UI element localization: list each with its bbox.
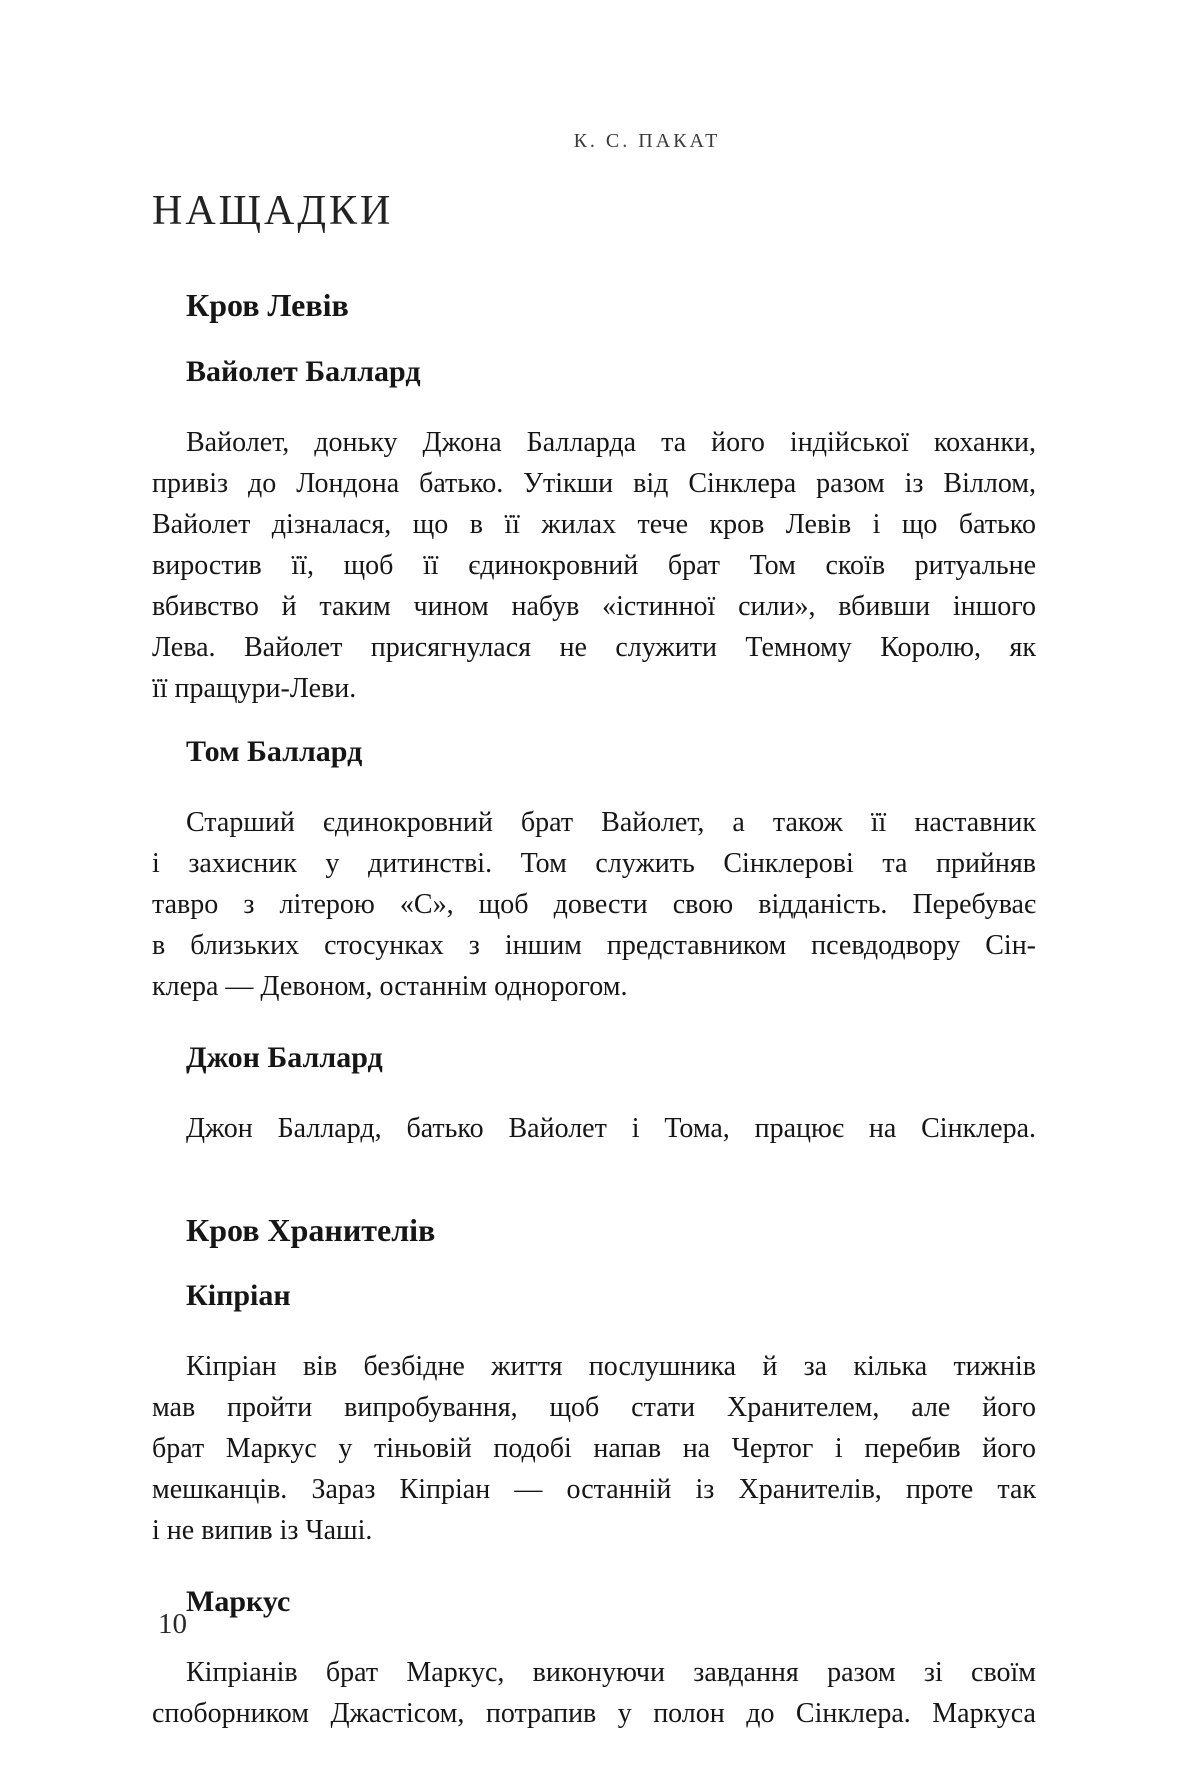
- text-line: Вайолет, доньку Джона Балларда та його індійської коханки,: [186, 426, 1036, 458]
- text-line: привіз до Лондона батько. Утікши від Сінклера разом із Віллом,: [152, 467, 1036, 499]
- text-line: тавро з літерою «С», щоб довести свою відданість. Перебуває: [152, 888, 1036, 920]
- section-lion-blood: [152, 285, 1036, 1149]
- text-line: мешканців. Зараз Кіпріан — останній із Хранителів, проте так: [152, 1474, 1036, 1506]
- text-line: її пращури-Леви.: [152, 672, 357, 704]
- text-line: мав пройти випробування, щоб стати Хранителем, але його: [152, 1392, 1036, 1424]
- entry-paragraph: [152, 1108, 1036, 1149]
- text-line: вбивство й таким чином набув «істинної сили», вбивши іншого: [152, 590, 1036, 622]
- text-line: Вайолет дізналася, що в її жилах тече кров Левів і що батько: [152, 508, 1036, 540]
- text-line: виростив її, щоб її єдинокровний брат Том скоїв ритуальне: [152, 549, 1036, 581]
- entry-name: Кіпріан: [186, 1279, 291, 1313]
- entry-paragraph: [152, 1652, 1036, 1734]
- running-head-author: К. С. ПАКАТ: [573, 130, 721, 152]
- text-line: і захисник у дитинстві. Том служить Сінклерові та прийняв: [152, 847, 1036, 879]
- text-line: Кіпріан вів безбідне життя послушника й за кілька тижнів: [186, 1351, 1036, 1383]
- text-line: Старший єдинокровний брат Вайолет, а також її наставник: [186, 806, 1036, 838]
- entry-name: Маркус: [186, 1585, 291, 1619]
- text-line: Кіпріанів брат Маркус, виконуючи завдання разом зі своїм: [186, 1657, 1036, 1689]
- entry-paragraph: [152, 1346, 1036, 1551]
- entry-name: Том Баллард: [186, 734, 363, 768]
- page-number: 10: [158, 1608, 187, 1640]
- entry-name: Вайолет Баллард: [186, 354, 421, 388]
- section-heading: Кров Хранителів: [186, 1211, 436, 1248]
- text-line: Джон Баллард, батько Вайолет і Тома, працює на Сінклера.: [186, 1112, 1036, 1144]
- page-content: [152, 0, 1036, 1734]
- text-line: споборником Джастісом, потрапив у полон до Сінклера. Маркуса: [152, 1698, 1036, 1730]
- entry-paragraph: [152, 422, 1036, 709]
- entry-paragraph: [152, 802, 1036, 1007]
- text-line: і не випив із Чаші.: [152, 1515, 373, 1547]
- text-line: в близьких стосунках з іншим представником псевдодвору Сін-: [152, 929, 1036, 961]
- text-line: Лева. Вайолет присягнулася не служити Темному Королю, як: [152, 631, 1036, 663]
- section-heading: Кров Левів: [186, 287, 349, 323]
- entry-name: Джон Баллард: [186, 1040, 383, 1074]
- page-title: НАЩАДКИ: [152, 188, 394, 234]
- section-steward-blood: [152, 1210, 1036, 1735]
- text-line: клера — Девоном, останнім однорогом.: [152, 970, 628, 1002]
- text-line: брат Маркус у тіньовій подобі напав на Чертог і перебив його: [152, 1433, 1036, 1465]
